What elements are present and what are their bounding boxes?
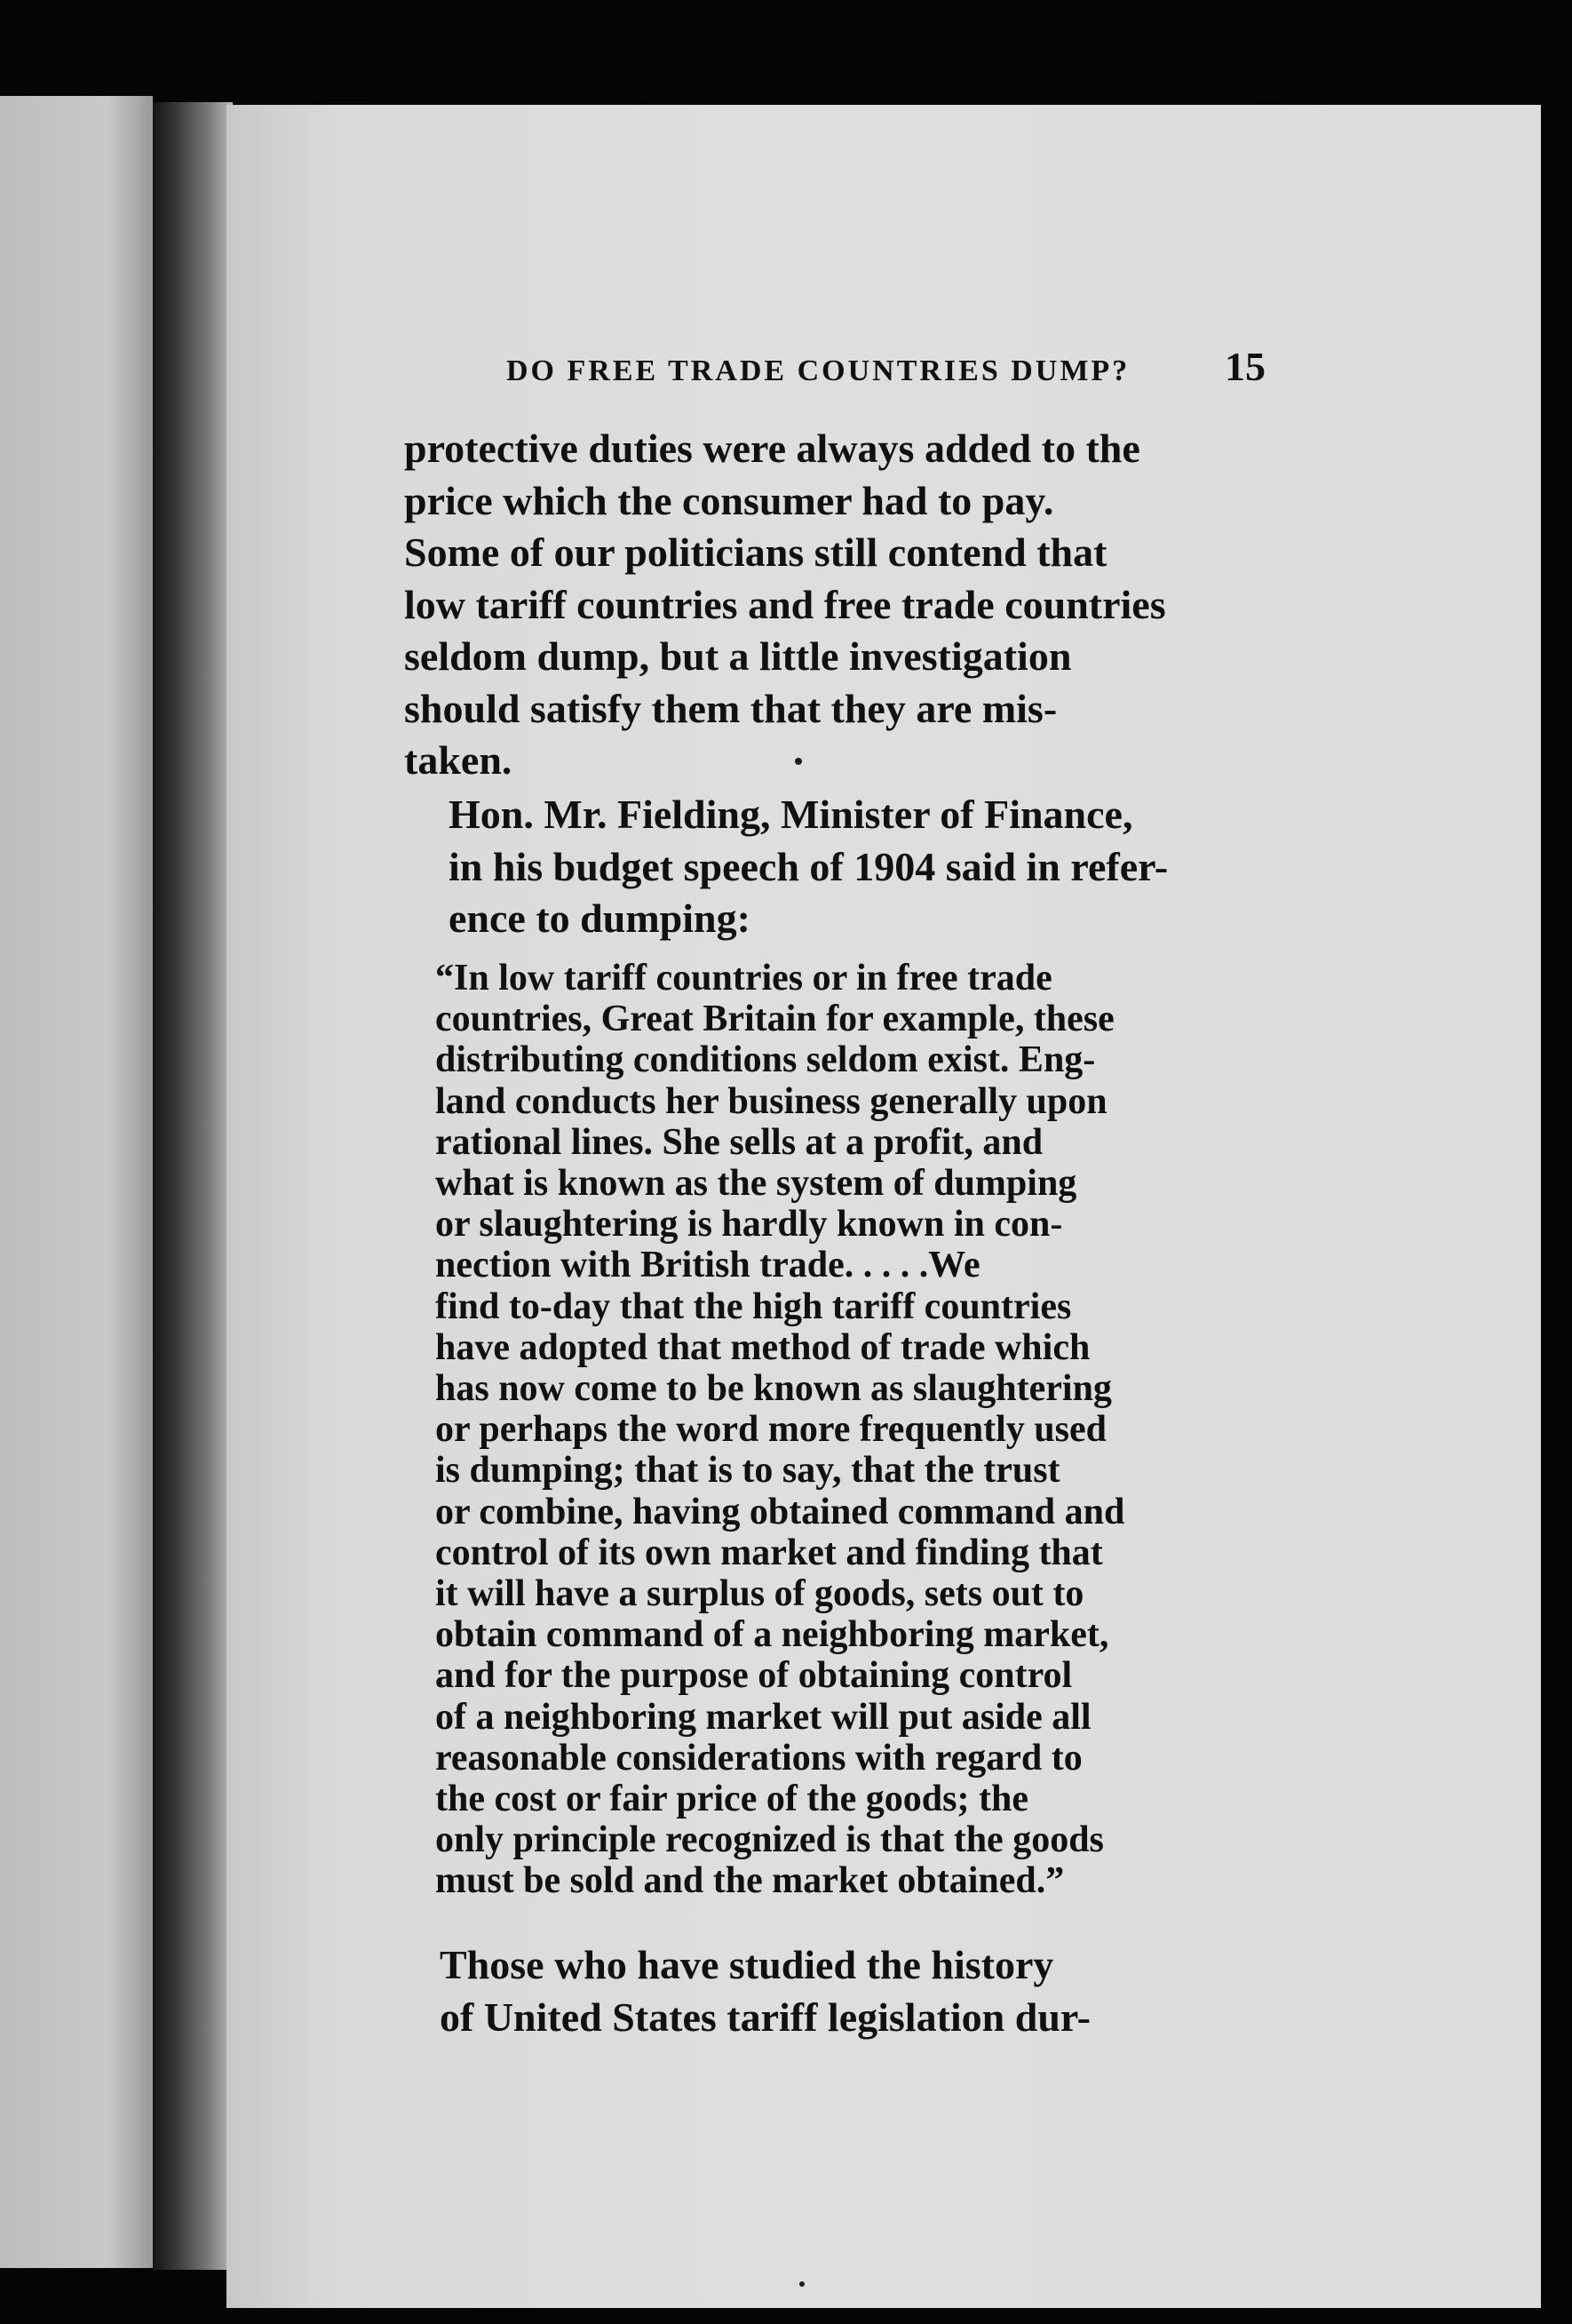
block-quote xyxy=(395,958,1261,1902)
closing-paragraph xyxy=(404,1939,1261,2043)
quote-line: control of its own market and finding that xyxy=(435,1532,1103,1573)
quote-line: or slaughtering is hardly known in con- xyxy=(435,1204,1063,1246)
text-line: should satisfy them that they are mis- xyxy=(404,685,1058,731)
print-speck xyxy=(799,2281,805,2287)
quote-line: rational lines. She sells at a profit, and xyxy=(435,1121,1044,1163)
quote-line: what is known as the system of dumping xyxy=(435,1163,1077,1205)
quote-line: reasonable considerations with regard to xyxy=(435,1737,1083,1779)
quote-line: countries, Great Britain for example, these xyxy=(435,999,1115,1040)
quote-line: only principle recognized is that the goods xyxy=(435,1819,1104,1861)
text-line: in his budget speech of 1904 said in refer- xyxy=(449,843,1169,889)
paragraph-1 xyxy=(404,423,1279,787)
running-head-title: DO FREE TRADE COUNTRIES DUMP? xyxy=(506,354,1131,387)
text-line: Hon. Mr. Fielding, Minister of Finance, xyxy=(449,792,1133,837)
print-speck xyxy=(795,758,802,765)
quote-line: land conducts her business generally upon xyxy=(435,1080,1108,1122)
quote-line: find to-day that the high tariff countries xyxy=(435,1285,1072,1327)
quote-line: or combine, having obtained command and xyxy=(435,1491,1125,1532)
text-line: price which the consumer had to pay. xyxy=(404,477,1054,523)
quote-line: distributing conditions seldom exist. Eng- xyxy=(435,1039,1096,1081)
book-gutter xyxy=(153,102,233,2270)
text-line: low tariff countries and free trade countries xyxy=(404,581,1166,627)
quote-line: is dumping; that is to say, that the trust xyxy=(435,1450,1060,1492)
quote-line: obtain command of a neighboring market, xyxy=(435,1614,1109,1656)
text-line: seldom dump, but a little investigation xyxy=(404,633,1072,679)
quote-line: has now come to be known as slaughtering xyxy=(435,1368,1112,1410)
quote-line: nection with British trade. . . . .We xyxy=(435,1245,981,1286)
text-line: taken. xyxy=(404,737,512,783)
facing-page-edge xyxy=(0,96,153,2268)
book-page xyxy=(226,105,1541,2308)
text-line: Those who have studied the history xyxy=(440,1942,1054,1987)
text-line: of United States tariff legislation dur- xyxy=(440,1994,1091,2040)
quote-line: “In low tariff countries or in free trade xyxy=(435,958,1052,999)
paragraph-2 xyxy=(404,789,1279,945)
text-line: ence to dumping: xyxy=(449,895,750,941)
quote-line: must be sold and the market obtained.” xyxy=(435,1860,1065,1902)
quote-line: it will have a surplus of goods, sets out to xyxy=(435,1573,1084,1615)
text-line: Some of our politicians still contend that xyxy=(404,529,1108,575)
quote-line: and for the purpose of obtaining control xyxy=(435,1655,1073,1697)
quote-line: of a neighboring market will put aside all xyxy=(435,1696,1092,1738)
quote-line: the cost or fair price of the goods; the xyxy=(435,1779,1028,1820)
text-line: protective duties were always added to the xyxy=(404,426,1140,471)
running-head xyxy=(506,343,1266,390)
page-number: 15 xyxy=(1225,344,1266,389)
quote-line: or perhaps the word more frequently used xyxy=(435,1409,1107,1451)
quote-line: have adopted that method of trade which xyxy=(435,1326,1091,1368)
